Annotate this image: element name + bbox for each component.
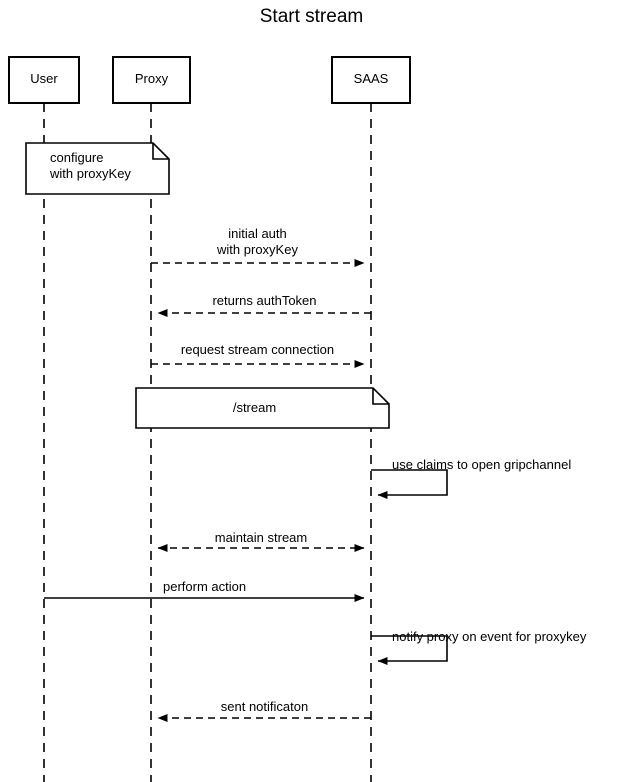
- message-label-use-claims: use claims to open gripchannel: [392, 457, 572, 472]
- message-label-initial-auth-line2: with proxyKey: [217, 242, 298, 257]
- message-label-initial-auth-line1: initial auth: [228, 226, 287, 241]
- note-configure-line1: configure: [50, 150, 104, 165]
- lifeline-label-saas: SAAS: [353, 71, 389, 86]
- message-label-request-stream-connection: request stream connection: [180, 342, 335, 357]
- message-label-perform-action: perform action: [163, 579, 247, 594]
- message-label-sent-notification: sent notificaton: [220, 699, 309, 714]
- message-label-returns-auth-token: returns authToken: [212, 293, 317, 308]
- page-title: Start stream: [259, 6, 364, 27]
- lifeline-label-user: User: [30, 71, 58, 86]
- message-label-maintain-stream: maintain stream: [214, 530, 308, 545]
- note-stream: /stream: [232, 400, 277, 415]
- note-configure-line2: with proxyKey: [50, 166, 131, 181]
- message-label-notify-proxy: notify proxy on event for proxykey: [392, 629, 587, 644]
- lifeline-label-proxy: Proxy: [134, 71, 169, 86]
